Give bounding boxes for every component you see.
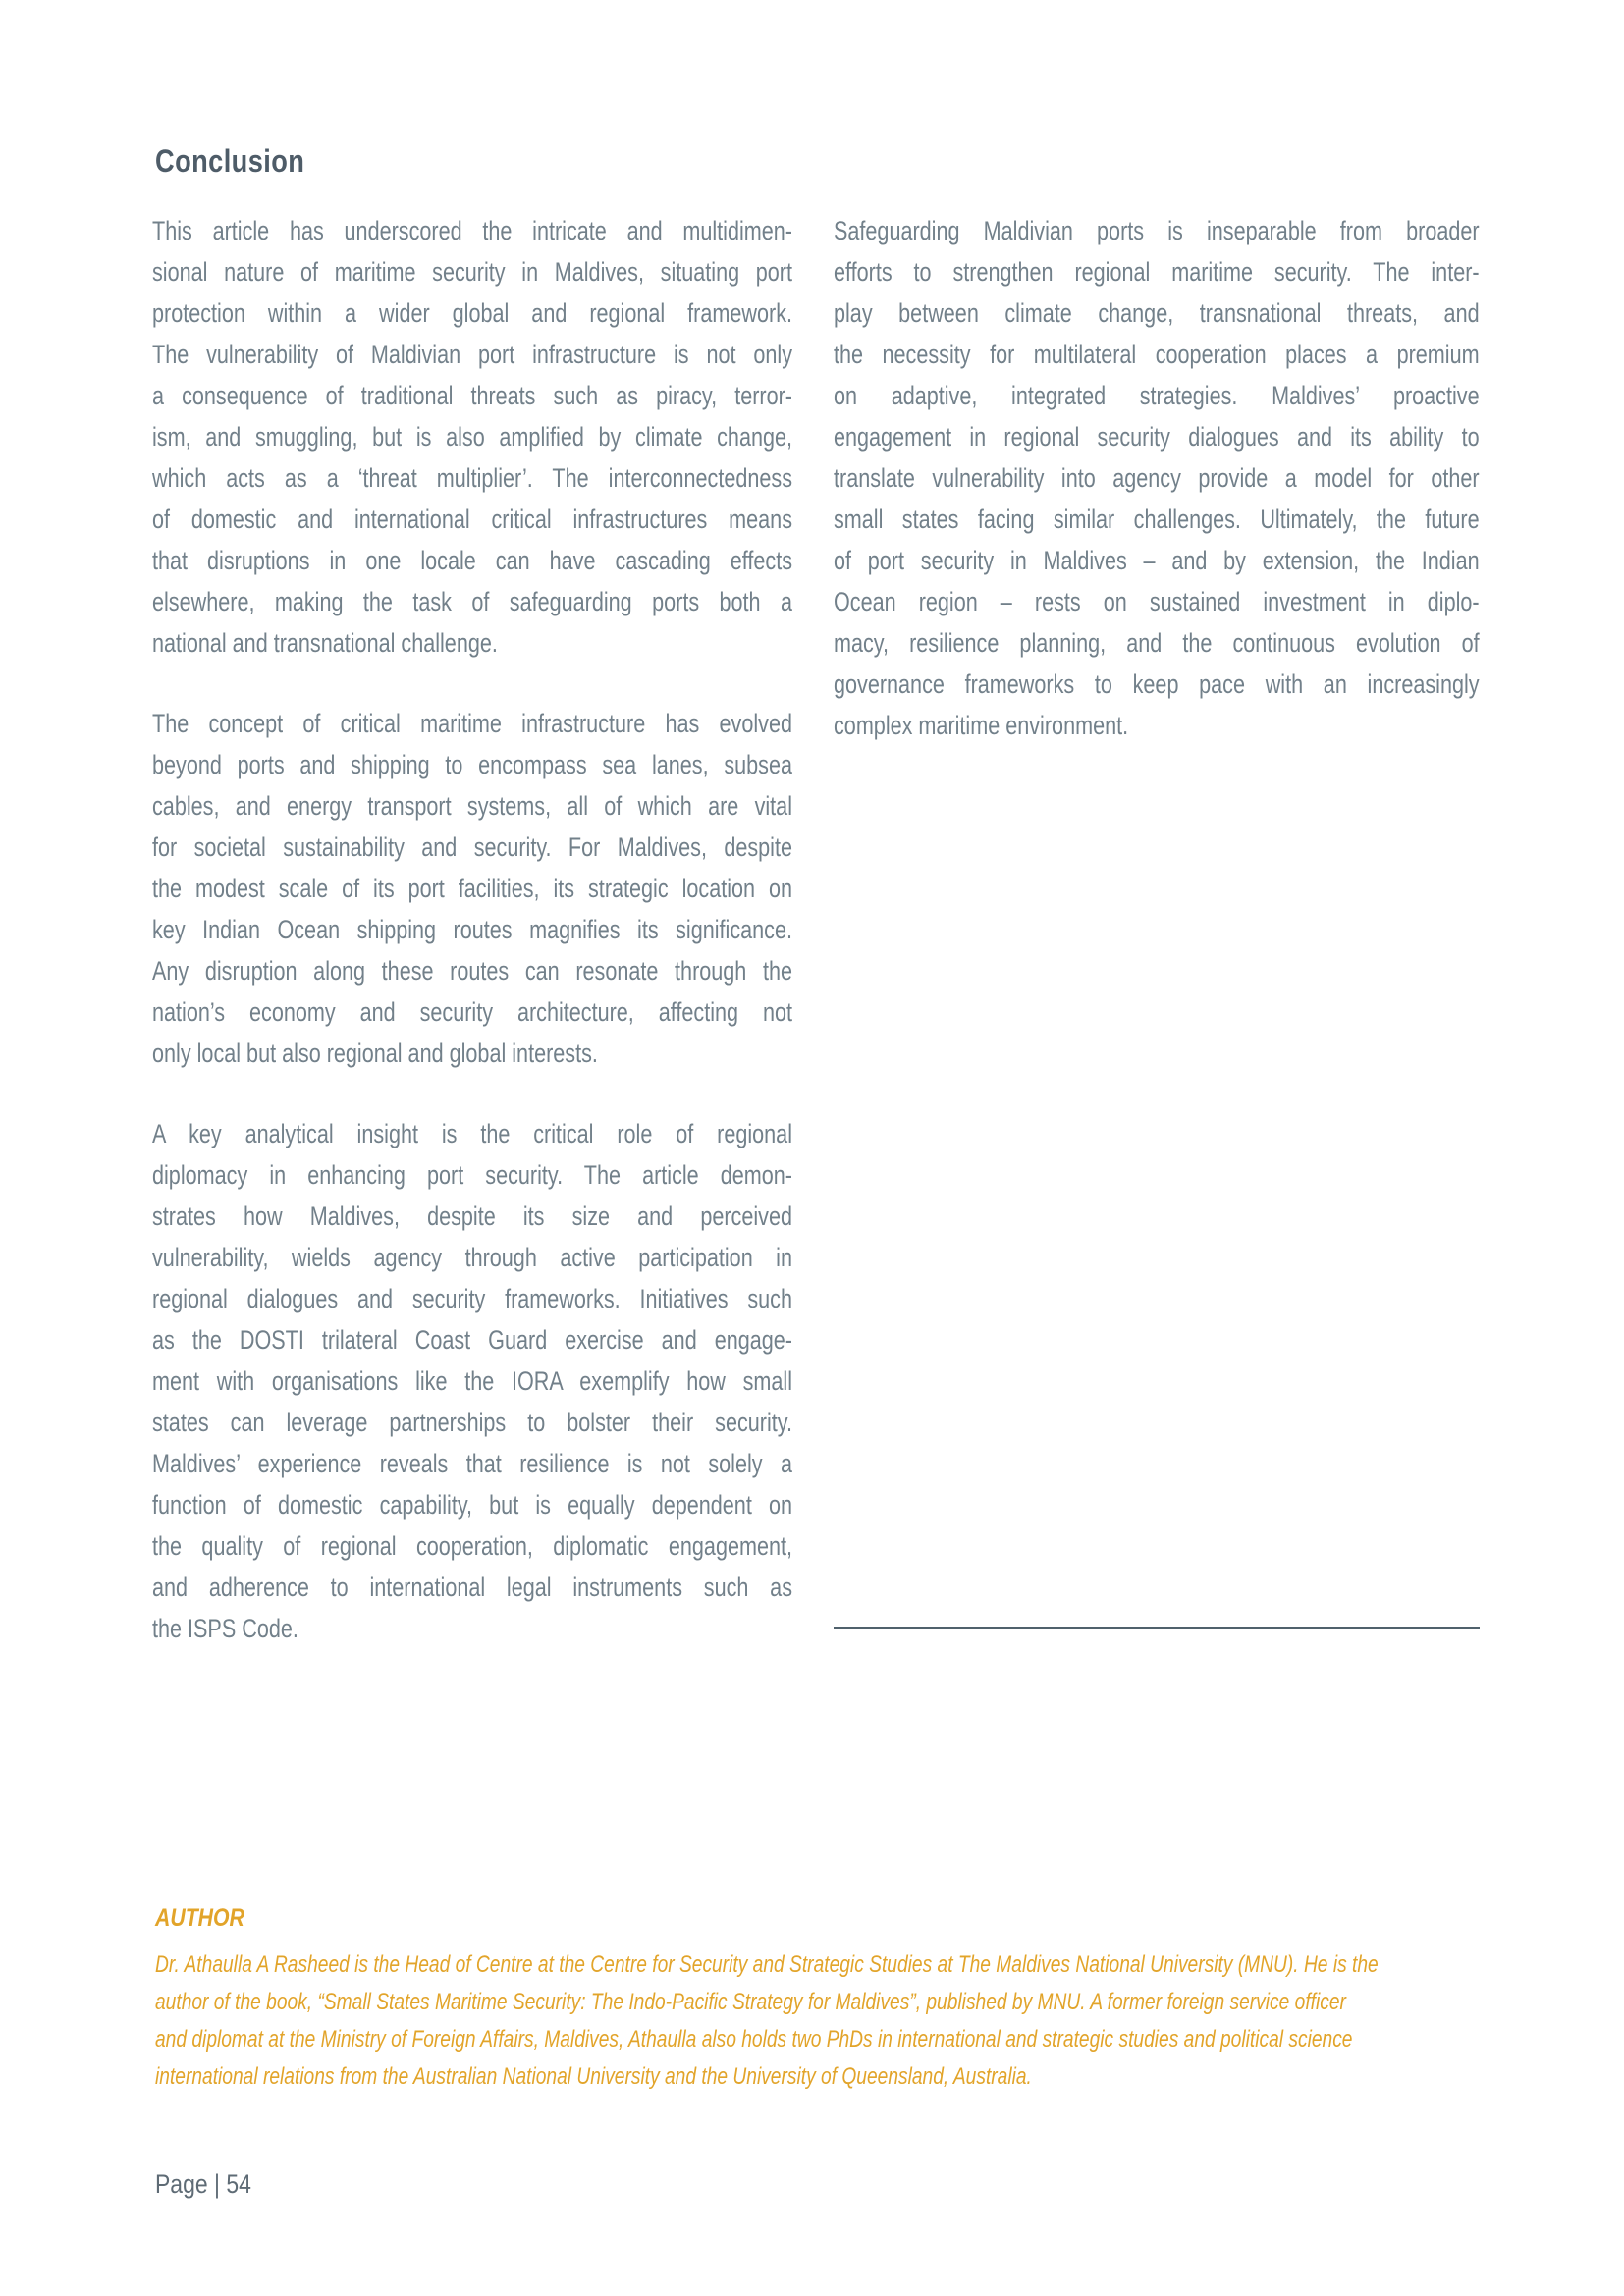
text-line: Any disruption along these routes can resonate through the [152, 956, 792, 986]
page-title: Conclusion [155, 143, 305, 179]
text-line: sional nature of maritime security in Maldives, situating port [152, 257, 792, 287]
text-line: complex maritime environment. [834, 711, 1129, 740]
text-line: function of domestic capability, but is equally dependent on [152, 1490, 792, 1520]
text-line: author of the book, “Small States Maritime Security: The Indo-Pacific Strategy for Maldives”, published by MNU. A former foreign service officer [155, 1989, 1346, 2015]
text-line: only local but also regional and global interests. [152, 1039, 598, 1068]
text-line: and adherence to international legal instruments such as [152, 1573, 792, 1602]
paragraph [152, 210, 792, 664]
paragraph [152, 1113, 792, 1649]
paragraph [152, 703, 792, 1074]
text-line: elsewhere, making the task of safeguarding ports both a [152, 587, 792, 616]
text-line: A key analytical insight is the critical role of regional [152, 1119, 792, 1148]
text-line: as the DOSTI trilateral Coast Guard exercise and engage- [152, 1325, 792, 1355]
text-line: states can leverage partnerships to bolster their security. [152, 1408, 792, 1437]
text-line: the modest scale of its port facilities, its strategic location on [152, 874, 792, 903]
text-line: vulnerability, wields agency through active participation in [152, 1243, 792, 1272]
author-section [155, 1904, 1472, 2096]
text-line: international relations from the Australian National University and the University of Queensland, Australia. [155, 2063, 1032, 2090]
text-line: The concept of critical maritime infrastructure has evolved [152, 709, 792, 738]
text-line: protection within a wider global and regional framework. [152, 298, 792, 328]
text-line: governance frameworks to keep pace with an increasingly [834, 669, 1480, 699]
text-line: Safeguarding Maldivian ports is inseparable from broader [834, 216, 1480, 245]
paragraph [834, 210, 1480, 746]
text-line: ment with organisations like the IORA exemplify how small [152, 1366, 792, 1396]
text-line: the ISPS Code. [152, 1614, 298, 1643]
footer-page-number: Page | 54 [155, 2169, 251, 2199]
text-line: small states facing similar challenges. Ultimately, the future [834, 505, 1480, 534]
author-section-label: AUTHOR [155, 1904, 244, 1932]
left-column [152, 210, 792, 1688]
author-bio [155, 1947, 1472, 2096]
text-line: diplomacy in enhancing port security. The article demon- [152, 1160, 792, 1190]
text-line: the quality of regional cooperation, diplomatic engagement, [152, 1531, 792, 1561]
left-column-text [152, 210, 792, 1649]
text-line: a consequence of traditional threats such as piracy, terror- [152, 381, 792, 410]
text-line: ism, and smuggling, but is also amplified by climate change, [152, 422, 792, 452]
text-line: engagement in regional security dialogues and its ability to [834, 422, 1480, 452]
text-line: key Indian Ocean shipping routes magnifies its significance. [152, 915, 792, 944]
text-line: of port security in Maldives – and by extension, the Indian [834, 546, 1480, 575]
text-line: strates how Maldives, despite its size and perceived [152, 1201, 792, 1231]
text-line: Maldives’ experience reveals that resilience is not solely a [152, 1449, 792, 1478]
text-line: the necessity for multilateral cooperation places a premium [834, 340, 1480, 369]
text-line: which acts as a ‘threat multiplier’. The interconnectedness [152, 463, 792, 493]
text-line: The vulnerability of Maldivian port infrastructure is not only [152, 340, 792, 369]
right-column [834, 210, 1479, 785]
text-line: play between climate change, transnational threats, and [834, 298, 1480, 328]
text-line: cables, and energy transport systems, all of which are vital [152, 791, 792, 821]
text-line: efforts to strengthen regional maritime security. The inter- [834, 257, 1480, 287]
text-line: for societal sustainability and security. For Maldives, despite [152, 832, 792, 862]
text-line: Dr. Athaulla A Rasheed is the Head of Centre at the Centre for Security and Strategic Studies at The Maldives National University (MNU). He is the [155, 1951, 1379, 1978]
text-line: macy, resilience planning, and the continuous evolution of [834, 628, 1480, 658]
text-line: translate vulnerability into agency provide a model for other [834, 463, 1480, 493]
text-line: This article has underscored the intricate and multidimen- [152, 216, 792, 245]
text-line: on adaptive, integrated strategies. Maldives’ proactive [834, 381, 1480, 410]
text-line: nation’s economy and security architecture, affecting not [152, 997, 792, 1027]
text-line: that disruptions in one locale can have cascading effects [152, 546, 792, 575]
text-line: national and transnational challenge. [152, 628, 498, 658]
text-line: and diplomat at the Ministry of Foreign Affairs, Maldives, Athaulla also holds two PhDs in international and strategic studies and political science [155, 2026, 1353, 2053]
text-line: of domestic and international critical infrastructures means [152, 505, 792, 534]
text-line: Ocean region – rests on sustained investment in diplo- [834, 587, 1480, 616]
right-column-text [834, 210, 1480, 746]
text-line: regional dialogues and security frameworks. Initiatives such [152, 1284, 792, 1313]
divider-rule [834, 1627, 1480, 1629]
text-line: beyond ports and shipping to encompass sea lanes, subsea [152, 750, 792, 779]
